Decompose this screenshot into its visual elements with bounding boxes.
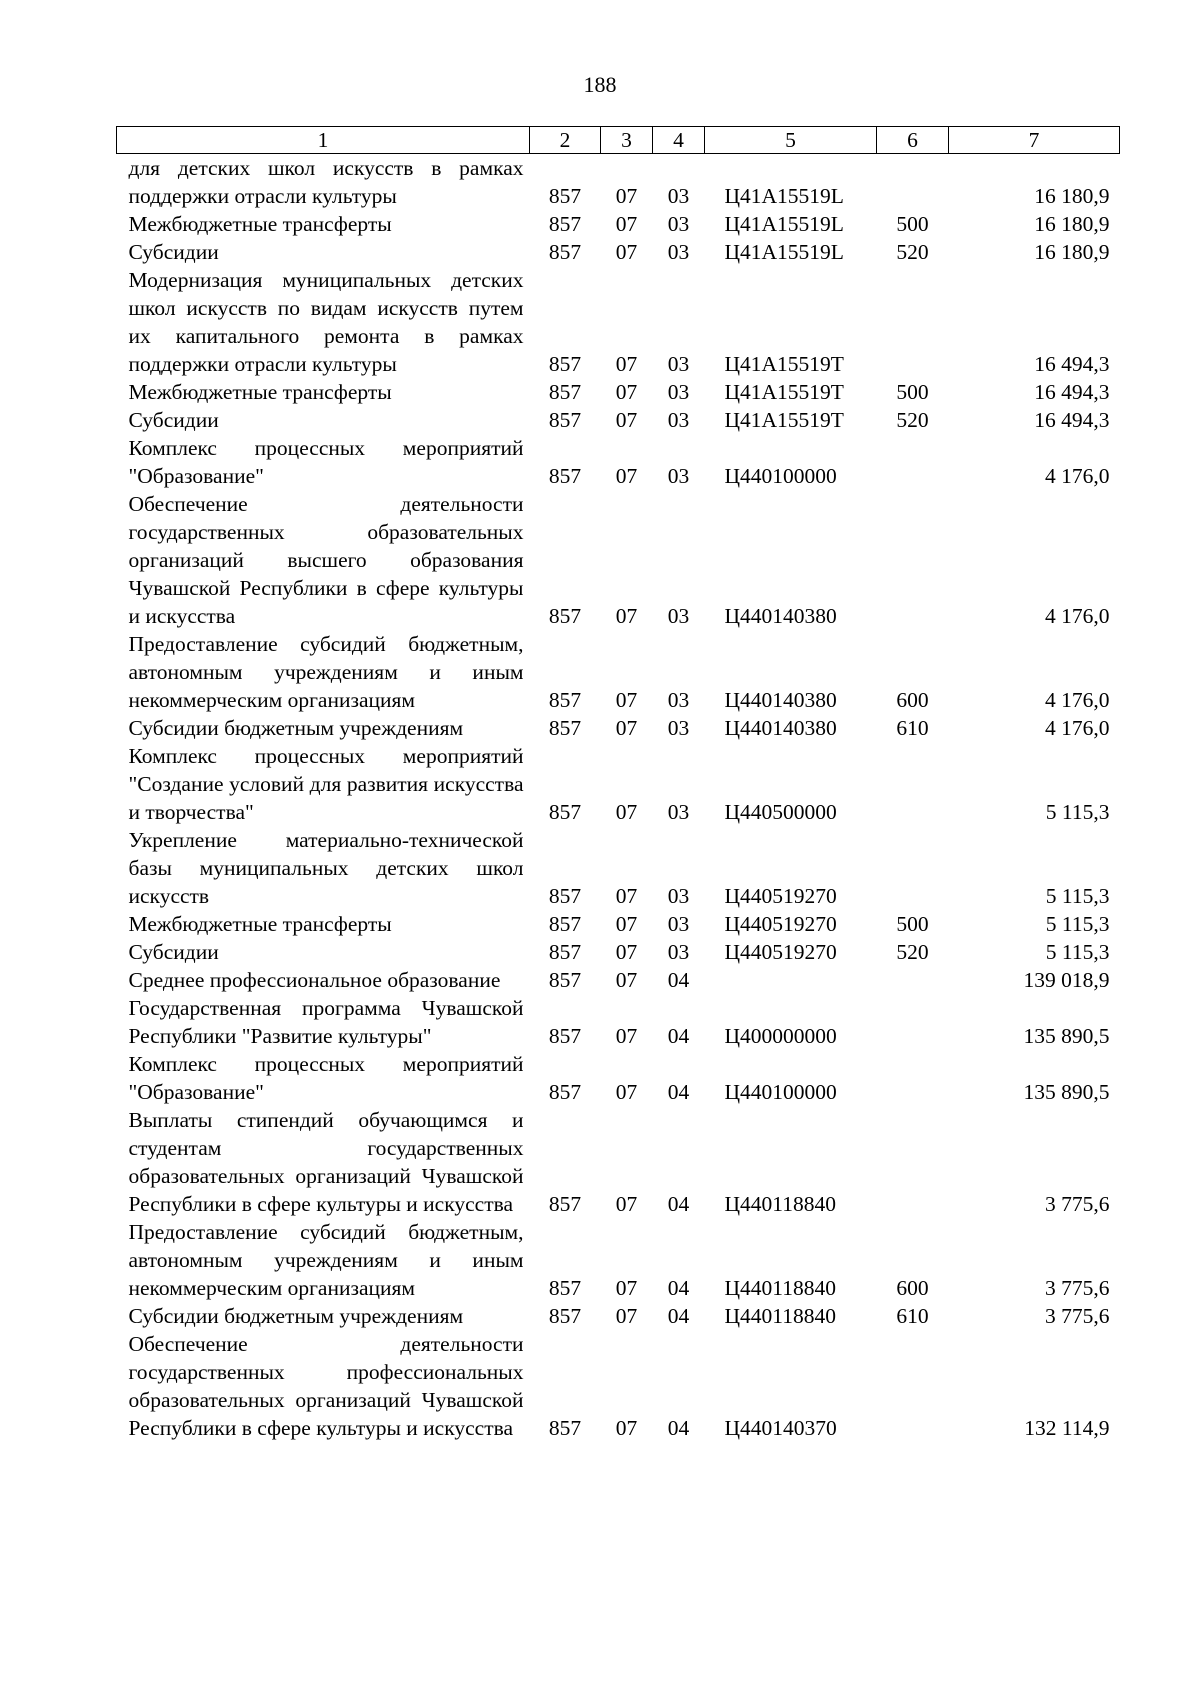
row-amount: 16 180,9 bbox=[1034, 240, 1110, 264]
row-section: 07 bbox=[615, 604, 638, 628]
row-target-code: Ц440500000 bbox=[724, 800, 837, 824]
row-name: Комплекс процессных мероприятий "Образование" bbox=[128, 1052, 524, 1104]
row-section: 07 bbox=[615, 884, 638, 908]
table-row bbox=[117, 406, 1120, 434]
row-amount: 139 018,9 bbox=[1023, 968, 1110, 992]
row-name: для детских школ искусств в рамках поддержки отрасли культуры bbox=[128, 156, 524, 208]
row-section: 07 bbox=[615, 1416, 638, 1440]
row-section: 07 bbox=[615, 1192, 638, 1216]
table-row bbox=[117, 434, 1120, 490]
row-target-code: Ц41А15519Т bbox=[724, 380, 844, 404]
row-gr-code: 857 bbox=[548, 884, 582, 908]
row-amount: 3 775,6 bbox=[1045, 1192, 1110, 1216]
row-subsection: 03 bbox=[667, 716, 690, 740]
row-gr-code: 857 bbox=[548, 968, 582, 992]
row-target-code: Ц440100000 bbox=[724, 464, 837, 488]
row-section: 07 bbox=[615, 968, 638, 992]
row-section: 07 bbox=[615, 408, 638, 432]
row-expense-type: 600 bbox=[896, 688, 929, 712]
header-col-3: 3 bbox=[601, 127, 653, 154]
row-subsection: 04 bbox=[667, 1080, 690, 1104]
row-subsection: 03 bbox=[667, 240, 690, 264]
row-gr-code: 857 bbox=[548, 800, 582, 824]
row-amount: 4 176,0 bbox=[1045, 604, 1110, 628]
row-amount: 4 176,0 bbox=[1045, 464, 1110, 488]
row-subsection: 03 bbox=[667, 688, 690, 712]
row-subsection: 03 bbox=[667, 604, 690, 628]
table-body bbox=[117, 154, 1120, 1443]
row-subsection: 04 bbox=[667, 1304, 690, 1328]
table-row bbox=[117, 1330, 1120, 1442]
row-target-code: Ц440140370 bbox=[724, 1416, 837, 1440]
row-section: 07 bbox=[615, 1304, 638, 1328]
row-subsection: 03 bbox=[667, 940, 690, 964]
row-gr-code: 857 bbox=[548, 352, 582, 376]
row-gr-code: 857 bbox=[548, 912, 582, 936]
row-gr-code: 857 bbox=[548, 1304, 582, 1328]
row-target-code: Ц440118840 bbox=[724, 1192, 836, 1216]
row-name: Выплаты стипендий обучающимся и студентам государственных образовательных организаций Чувашской Республики в сфере культуры и искусства bbox=[128, 1108, 524, 1216]
row-expense-type bbox=[877, 826, 949, 910]
row-section: 07 bbox=[615, 184, 638, 208]
row-section: 07 bbox=[615, 688, 638, 712]
header-col-4: 4 bbox=[653, 127, 705, 154]
row-expense-type: 600 bbox=[896, 1276, 929, 1300]
row-subsection: 03 bbox=[667, 884, 690, 908]
row-expense-type: 610 bbox=[896, 1304, 929, 1328]
row-expense-type bbox=[877, 742, 949, 826]
row-expense-type bbox=[877, 1050, 949, 1106]
row-expense-type: 520 bbox=[896, 940, 929, 964]
row-expense-type bbox=[877, 490, 949, 630]
row-amount: 4 176,0 bbox=[1045, 688, 1110, 712]
row-target-code: Ц41А15519Т bbox=[724, 352, 844, 376]
row-gr-code: 857 bbox=[548, 184, 582, 208]
row-gr-code: 857 bbox=[548, 1416, 582, 1440]
row-section: 07 bbox=[615, 912, 638, 936]
row-gr-code: 857 bbox=[548, 688, 582, 712]
table-row bbox=[117, 742, 1120, 826]
row-subsection: 03 bbox=[667, 184, 690, 208]
row-name: Предоставление субсидий бюджетным, автономным учреждениям и иным некоммерческим организациям bbox=[128, 1220, 524, 1300]
table-header bbox=[117, 127, 1120, 154]
row-amount: 5 115,3 bbox=[1045, 912, 1110, 936]
row-expense-type: 610 bbox=[896, 716, 929, 740]
row-target-code: Ц440519270 bbox=[724, 884, 837, 908]
header-row bbox=[117, 127, 1120, 154]
header-col-2: 2 bbox=[530, 127, 601, 154]
table-row bbox=[117, 378, 1120, 406]
row-name: Субсидии bbox=[128, 240, 219, 264]
header-col-5: 5 bbox=[705, 127, 877, 154]
table-row bbox=[117, 1050, 1120, 1106]
row-section: 07 bbox=[615, 800, 638, 824]
row-gr-code: 857 bbox=[548, 240, 582, 264]
row-target-code bbox=[705, 966, 877, 994]
row-name: Среднее профессиональное образование bbox=[128, 968, 501, 992]
table-row bbox=[117, 1106, 1120, 1218]
row-target-code: Ц41А15519L bbox=[724, 212, 844, 236]
row-section: 07 bbox=[615, 1024, 638, 1048]
row-amount: 5 115,3 bbox=[1045, 940, 1110, 964]
row-target-code: Ц440140380 bbox=[724, 688, 837, 712]
row-amount: 16 180,9 bbox=[1034, 212, 1110, 236]
row-subsection: 04 bbox=[667, 1416, 690, 1440]
row-expense-type: 500 bbox=[896, 380, 929, 404]
row-section: 07 bbox=[615, 352, 638, 376]
row-target-code: Ц440118840 bbox=[724, 1276, 836, 1300]
row-expense-type: 500 bbox=[896, 912, 929, 936]
row-subsection: 03 bbox=[667, 800, 690, 824]
row-amount: 3 775,6 bbox=[1045, 1304, 1110, 1328]
row-amount: 5 115,3 bbox=[1045, 884, 1110, 908]
row-name: Укрепление материально-технической базы муниципальных детских школ искусств bbox=[128, 828, 524, 908]
row-gr-code: 857 bbox=[548, 716, 582, 740]
row-name: Обеспечение деятельности государственных профессиональных образовательных организаций Чувашской Республики в сфере культуры и искусства bbox=[128, 1332, 524, 1440]
table-row bbox=[117, 826, 1120, 910]
row-name: Субсидии бюджетным учреждениям bbox=[128, 1304, 464, 1328]
row-name: Субсидии bbox=[128, 940, 219, 964]
row-target-code: Ц400000000 bbox=[724, 1024, 837, 1048]
row-expense-type: 500 bbox=[896, 212, 929, 236]
row-amount: 16 180,9 bbox=[1034, 184, 1110, 208]
row-section: 07 bbox=[615, 240, 638, 264]
table-row bbox=[117, 994, 1120, 1050]
row-gr-code: 857 bbox=[548, 212, 582, 236]
row-subsection: 03 bbox=[667, 408, 690, 432]
header-col-6: 6 bbox=[877, 127, 949, 154]
row-expense-type bbox=[877, 994, 949, 1050]
row-subsection: 04 bbox=[667, 1276, 690, 1300]
row-gr-code: 857 bbox=[548, 1024, 582, 1048]
table-row bbox=[117, 630, 1120, 714]
row-subsection: 04 bbox=[667, 968, 690, 992]
row-name: Предоставление субсидий бюджетным, автономным учреждениям и иным некоммерческим организациям bbox=[128, 632, 524, 712]
table-row bbox=[117, 910, 1120, 938]
header-col-7: 7 bbox=[949, 127, 1120, 154]
row-target-code: Ц440140380 bbox=[724, 716, 837, 740]
row-target-code: Ц41А15519L bbox=[724, 184, 844, 208]
row-subsection: 04 bbox=[667, 1024, 690, 1048]
table-row bbox=[117, 1302, 1120, 1330]
row-section: 07 bbox=[615, 464, 638, 488]
row-amount: 4 176,0 bbox=[1045, 716, 1110, 740]
row-expense-type bbox=[877, 434, 949, 490]
row-gr-code: 857 bbox=[548, 464, 582, 488]
row-amount: 16 494,3 bbox=[1034, 408, 1110, 432]
row-expense-type: 520 bbox=[896, 240, 929, 264]
row-section: 07 bbox=[615, 940, 638, 964]
row-section: 07 bbox=[615, 716, 638, 740]
row-subsection: 03 bbox=[667, 352, 690, 376]
row-target-code: Ц440519270 bbox=[724, 912, 837, 936]
row-gr-code: 857 bbox=[548, 1276, 582, 1300]
table-row bbox=[117, 210, 1120, 238]
row-expense-type bbox=[877, 154, 949, 211]
row-expense-type bbox=[877, 1330, 949, 1442]
row-gr-code: 857 bbox=[548, 1192, 582, 1216]
header-col-1: 1 bbox=[117, 127, 530, 154]
budget-table bbox=[116, 126, 1120, 1442]
table-row bbox=[117, 714, 1120, 742]
row-name: Государственная программа Чувашской Республики "Развитие культуры" bbox=[128, 996, 524, 1048]
row-subsection: 03 bbox=[667, 912, 690, 936]
row-subsection: 03 bbox=[667, 212, 690, 236]
row-section: 07 bbox=[615, 212, 638, 236]
row-target-code: Ц440118840 bbox=[724, 1304, 836, 1328]
row-section: 07 bbox=[615, 1080, 638, 1104]
row-amount: 16 494,3 bbox=[1034, 380, 1110, 404]
row-amount: 5 115,3 bbox=[1045, 800, 1110, 824]
row-amount: 3 775,6 bbox=[1045, 1276, 1110, 1300]
row-name: Межбюджетные трансферты bbox=[128, 912, 392, 936]
row-section: 07 bbox=[615, 380, 638, 404]
row-amount: 135 890,5 bbox=[1023, 1024, 1110, 1048]
row-name: Модернизация муниципальных детских школ искусств по видам искусств путем их капитального ремонта в рамках поддержки отрасли культуры bbox=[128, 268, 524, 376]
row-expense-type bbox=[877, 966, 949, 994]
table-row bbox=[117, 266, 1120, 378]
row-target-code: Ц440100000 bbox=[724, 1080, 837, 1104]
row-gr-code: 857 bbox=[548, 1080, 582, 1104]
row-name: Субсидии бюджетным учреждениям bbox=[128, 716, 464, 740]
row-name: Комплекс процессных мероприятий "Создание условий для развития искусства и творчества" bbox=[128, 744, 524, 824]
row-name: Обеспечение деятельности государственных образовательных организаций высшего образования Чувашской Республики в сфере культуры и искусства bbox=[128, 492, 524, 628]
row-target-code: Ц440140380 bbox=[724, 604, 837, 628]
page-number: 188 bbox=[583, 72, 617, 97]
row-amount: 16 494,3 bbox=[1034, 352, 1110, 376]
row-subsection: 04 bbox=[667, 1192, 690, 1216]
row-gr-code: 857 bbox=[548, 940, 582, 964]
table-row bbox=[117, 938, 1120, 966]
row-name: Комплекс процессных мероприятий "Образование" bbox=[128, 436, 524, 488]
row-name: Межбюджетные трансферты bbox=[128, 212, 392, 236]
row-gr-code: 857 bbox=[548, 408, 582, 432]
table-row bbox=[117, 154, 1120, 211]
row-name: Межбюджетные трансферты bbox=[128, 380, 392, 404]
table-row bbox=[117, 490, 1120, 630]
table-row bbox=[117, 1218, 1120, 1302]
row-name: Субсидии bbox=[128, 408, 219, 432]
row-subsection: 03 bbox=[667, 380, 690, 404]
row-gr-code: 857 bbox=[548, 380, 582, 404]
table-row bbox=[117, 238, 1120, 266]
row-expense-type: 520 bbox=[896, 408, 929, 432]
row-subsection: 03 bbox=[667, 464, 690, 488]
row-target-code: Ц41А15519L bbox=[724, 240, 844, 264]
row-target-code: Ц41А15519Т bbox=[724, 408, 844, 432]
row-amount: 135 890,5 bbox=[1023, 1080, 1110, 1104]
row-gr-code: 857 bbox=[548, 604, 582, 628]
row-expense-type bbox=[877, 266, 949, 378]
row-amount: 132 114,9 bbox=[1024, 1416, 1110, 1440]
row-target-code: Ц440519270 bbox=[724, 940, 837, 964]
row-expense-type bbox=[877, 1106, 949, 1218]
row-section: 07 bbox=[615, 1276, 638, 1300]
table-row bbox=[117, 966, 1120, 994]
